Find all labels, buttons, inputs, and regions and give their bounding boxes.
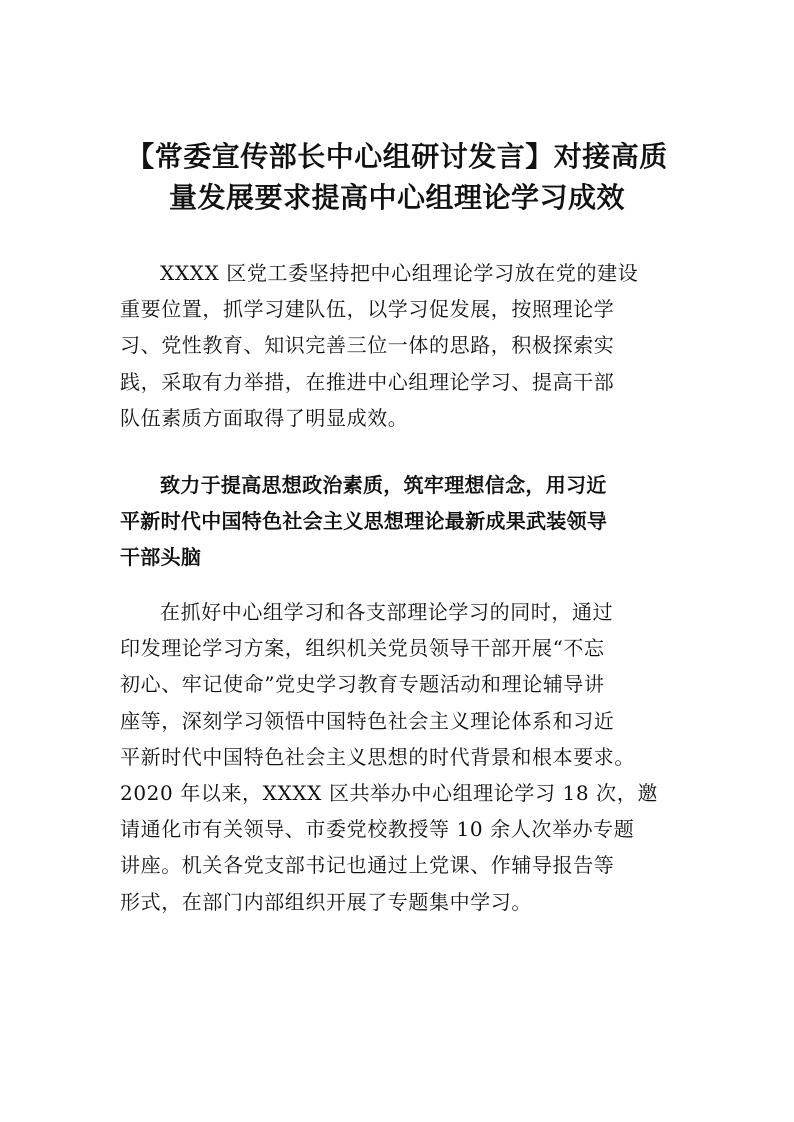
paragraph-line: 座等，深刻学习领悟中国特色社会主义理论体系和习近 bbox=[120, 708, 615, 733]
paragraph-line: 形式，在部门内部组织开展了专题集中学习。 bbox=[120, 889, 532, 914]
heading-line: 平新时代中国特色社会主义思想理论最新成果武装领导 bbox=[120, 509, 608, 534]
paragraph-line: 队伍素质方面取得了明显成效。 bbox=[120, 405, 409, 430]
paragraph-line: 初心、牢记使命”党史学习教育专题活动和理论辅导讲 bbox=[120, 672, 605, 697]
paragraph-line: 讲座。机关各党支部书记也通过上党课、作辅导报告等 bbox=[120, 853, 615, 878]
section-heading bbox=[120, 467, 680, 576]
heading-line: 干部头脑 bbox=[120, 545, 202, 570]
title-line: 【常委宣传部长中心组研讨发言】对接高质 bbox=[126, 140, 668, 173]
paragraph-line: 请通化市有关领导、市委党校教授等 10 余人次举办专题 bbox=[120, 817, 635, 842]
document-title bbox=[100, 136, 694, 218]
paragraph-line: 践，采取有力举措，在推进中心组理论学习、提高干部 bbox=[120, 369, 615, 394]
intro-paragraph bbox=[120, 255, 680, 436]
paragraph-line: 2020 年以来，XXXX 区共举办中心组理论学习 18 次，邀 bbox=[120, 781, 658, 806]
heading-line: 致力于提高思想政治素质，筑牢理想信念，用习近 bbox=[160, 473, 607, 497]
paragraph-line: 在抓好中心组学习和各支部理论学习的同时，通过 bbox=[160, 600, 614, 624]
paragraph-line: 习、党性教育、知识完善三位一体的思路，积极探索实 bbox=[120, 333, 615, 358]
paragraph-line: 印发理论学习方案，组织机关党员领导干部开展“不忘 bbox=[120, 636, 605, 661]
paragraph-line: 平新时代中国特色社会主义思想的时代背景和根本要求。 bbox=[120, 744, 635, 769]
paragraph-line: 重要位置，抓学习建队伍，以学习促发展，按照理论学 bbox=[120, 297, 615, 322]
paragraph-line: XXXX 区党工委坚持把中心组理论学习放在党的建设 bbox=[160, 261, 639, 285]
body-paragraph bbox=[120, 594, 680, 920]
title-line: 量发展要求提高中心组理论学习成效 bbox=[168, 181, 625, 214]
